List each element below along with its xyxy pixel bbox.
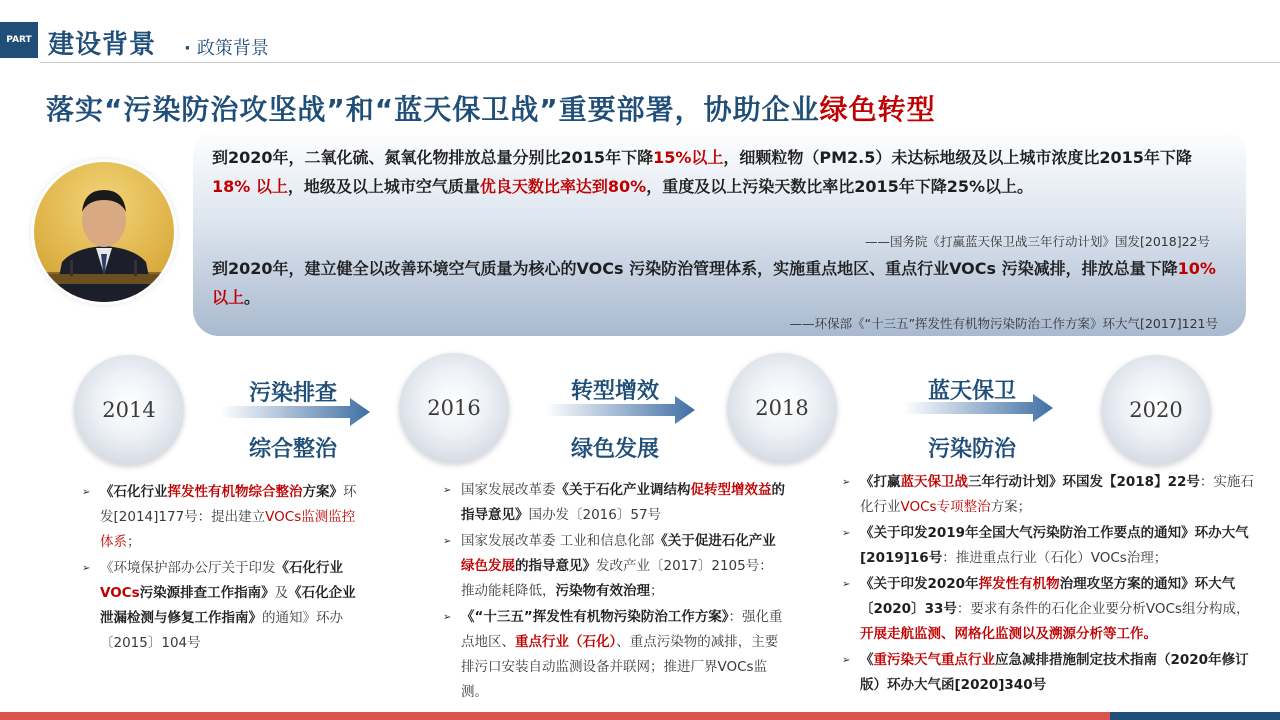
bullet-arrow-icon: ➢ <box>443 612 452 623</box>
p1-text-c: ，细颗粒物（PM2.5）未达标地级及以上城市浓度比2015年下降 <box>723 148 1192 167</box>
c2-i2-f: 污染物有效治理 <box>555 583 650 599</box>
p1-text-e: ，地级及以上城市空气质量 <box>287 177 480 196</box>
c3-i4-a: 《 <box>860 652 874 668</box>
c3-i3-a: 《关于印发2020年 <box>860 576 979 592</box>
c3-i2-a: 《关于印发2019年全国大气污染防治工作要点的通知》环办大气[2019]16号 <box>860 525 1249 566</box>
arrow-right-icon <box>220 398 370 426</box>
c3-i1-a: 《打赢 <box>860 474 901 490</box>
headline <box>46 88 936 128</box>
arrow-right-icon <box>903 394 1053 422</box>
bullet-arrow-icon: ➢ <box>842 579 851 590</box>
stage-2-top: 转型增效 <box>571 379 660 404</box>
bullet-arrow-icon: ➢ <box>443 485 452 496</box>
c3-i2-b: ：推进重点行业（石化）VOCs治理； <box>942 550 1168 566</box>
c1-i1-d: 环发[2014]177号：提出建立 <box>100 484 357 525</box>
c1-i1-c: 方案》 <box>302 484 343 500</box>
bullet-arrow-icon: ➢ <box>842 528 851 539</box>
bullet-arrow-icon: ➢ <box>443 536 452 547</box>
list-item <box>443 605 785 705</box>
c3-i1-b: 蓝天保卫战 <box>900 474 968 490</box>
c3-i3-c: 治理攻坚方案的通知》环大气〔2020〕33号 <box>860 576 1236 617</box>
speaker-portrait-image <box>34 162 174 302</box>
bullet-arrow-icon: ➢ <box>842 655 851 666</box>
c1-i2-e: 及 <box>274 585 289 601</box>
c3-i3-b: 挥发性有机物 <box>978 576 1060 592</box>
c2-i2-e: 发改产业〔2017〕2105号：推动能耗降低， <box>461 558 773 599</box>
page-subtitle-text: 政策背景 <box>196 38 269 59</box>
stage-2-bottom: 绿色发展 <box>571 437 660 462</box>
p1-text-g: ，重度及以上污染天数比率比2015年下降25%以上。 <box>646 177 1034 196</box>
stage-1-top: 污染排查 <box>249 381 338 406</box>
c2-i1-e: 国办发〔2016〕57号 <box>528 507 662 523</box>
c3-i1-f: 方案； <box>990 499 1032 515</box>
list-item <box>443 478 785 528</box>
part-tab: PART <box>0 22 38 58</box>
c2-i2-a: 国家发展改革委 工业和信息化部 <box>461 533 655 549</box>
c1-i2-d: 污染源排查工作指南》 <box>139 585 275 601</box>
policy-source-1: ——国务院《打赢蓝天保卫战三年行动计划》国发[2018]22号 <box>865 234 1210 249</box>
c2-i2-d: 的指导意见》 <box>515 558 596 574</box>
c2-i2-c: 绿色发展 <box>461 558 515 574</box>
policy-paragraph-1 <box>212 143 1228 201</box>
c3-i1-c: 三年行动计划》环国发【2018】22号 <box>968 474 1200 490</box>
policy-paragraph-2 <box>212 254 1228 312</box>
p2-text-a: 到2020年，建立健全以改善环境空气质量为核心的VOCs 污染防治管理体系，实施重点地区、重点行业VOCs 污染减排，排放总量下降 <box>212 259 1178 278</box>
c2-i3-b: ：强化重点地区、 <box>461 609 783 650</box>
p1-highlight-f: 优良天数比率达到80% <box>479 177 647 196</box>
list-item <box>842 521 1254 571</box>
c3-i3-d: ：要求有条件的石化企业要分析VOCs组分构成， <box>956 601 1250 617</box>
list-item <box>82 480 362 555</box>
list-item <box>82 556 362 656</box>
p2-highlight-b: 10%以上 <box>212 259 1216 307</box>
p2-text-c: 。 <box>244 288 261 307</box>
year-circle-2016: 2016 <box>399 353 509 463</box>
footer-bar <box>0 712 1110 720</box>
headline-main: 落实“污染防治攻坚战”和“蓝天保卫战”重要部署，协助企业 <box>46 93 820 126</box>
headline-highlight: 绿色转型 <box>819 93 936 126</box>
c1-i2-c: VOCs <box>100 585 140 601</box>
c2-i3-a: 《“十三五”挥发性有机物污染防治工作方案》 <box>461 609 729 625</box>
year-circle-2014: 2014 <box>74 355 184 465</box>
bullet-arrow-icon: ➢ <box>82 563 91 574</box>
c3-i3-e: 开展走航监测、网格化监测以及溯源分析等工作。 <box>860 626 1157 642</box>
policy-source-2: ——环保部《“十三五”挥发性有机物污染防治工作方案》环大气[2017]121号 <box>789 316 1218 331</box>
c2-i1-b: 《关于石化产业调结构 <box>555 482 691 498</box>
c2-i2-g: ； <box>650 583 664 599</box>
year-circle-2018: 2018 <box>727 353 837 463</box>
p1-text-a: 到2020年，二氧化硫、氮氧化物排放总量分别比2015年下降 <box>212 148 654 167</box>
page-title: 建设背景 <box>48 30 157 60</box>
c1-i2-a: 《环境保护部办公厅关于印发 <box>100 560 276 576</box>
c2-i3-c: 重点行业（石化） <box>515 634 617 650</box>
stage-1-bottom: 综合整治 <box>249 437 338 462</box>
c2-i1-d: 的指导意见》 <box>461 482 785 523</box>
bullet-arrow-icon: ➢ <box>842 477 851 488</box>
c3-i1-e: VOCs专项整治 <box>900 499 991 515</box>
policy-list-2018-2020 <box>842 470 1254 699</box>
stage-3-top: 蓝天保卫 <box>928 379 1017 404</box>
c1-i2-b: 《石化行业 <box>275 560 343 576</box>
c2-i2-b: 《关于促进石化产业 <box>654 533 776 549</box>
footer-bar-accent <box>1110 712 1280 720</box>
arrow-right-icon <box>545 396 695 424</box>
c1-i1-f: ； <box>127 534 141 550</box>
p1-highlight-b: 15%以上 <box>653 148 724 167</box>
c3-i1-d: ：实施石化行业 <box>860 474 1254 515</box>
c1-i1-e: VOCs监测监控体系 <box>100 509 356 550</box>
page-subtitle: · 政策背景 <box>184 38 269 59</box>
stage-3-bottom: 污染防治 <box>928 437 1017 462</box>
policy-list-2016 <box>443 478 785 706</box>
list-item <box>842 470 1254 520</box>
p1-highlight-d: 18% 以上 <box>212 177 288 196</box>
c3-i4-c: 应急减排措施制定技术指南（2020年修订版）环办大气函[2020]340号 <box>860 652 1249 693</box>
list-item <box>842 648 1254 698</box>
c2-i1-c: 促转型增效益 <box>690 482 772 498</box>
c2-i1-a: 国家发展改革委 <box>461 482 556 498</box>
c1-i2-f: 《石化企业泄漏检测与修复工作指南》 <box>100 585 356 626</box>
header-divider <box>40 62 1280 63</box>
c2-i3-d: 、重点污染物的减排，主要排污口安装自动监测设备并联网；推进厂界VOCs监测。 <box>461 634 779 700</box>
bullet-arrow-icon: ➢ <box>82 487 91 498</box>
list-item <box>842 572 1254 647</box>
c3-i4-b: 重污染天气重点行业 <box>873 652 995 668</box>
policy-list-2014 <box>82 480 362 657</box>
speaker-portrait <box>34 162 174 302</box>
c1-i1-b: 挥发性有机物综合整治 <box>167 484 303 500</box>
c1-i1-a: 《石化行业 <box>100 484 168 500</box>
list-item <box>443 529 785 604</box>
c1-i2-g: 的通知》环办〔2015〕104号 <box>100 610 343 651</box>
year-circle-2020: 2020 <box>1101 355 1211 465</box>
